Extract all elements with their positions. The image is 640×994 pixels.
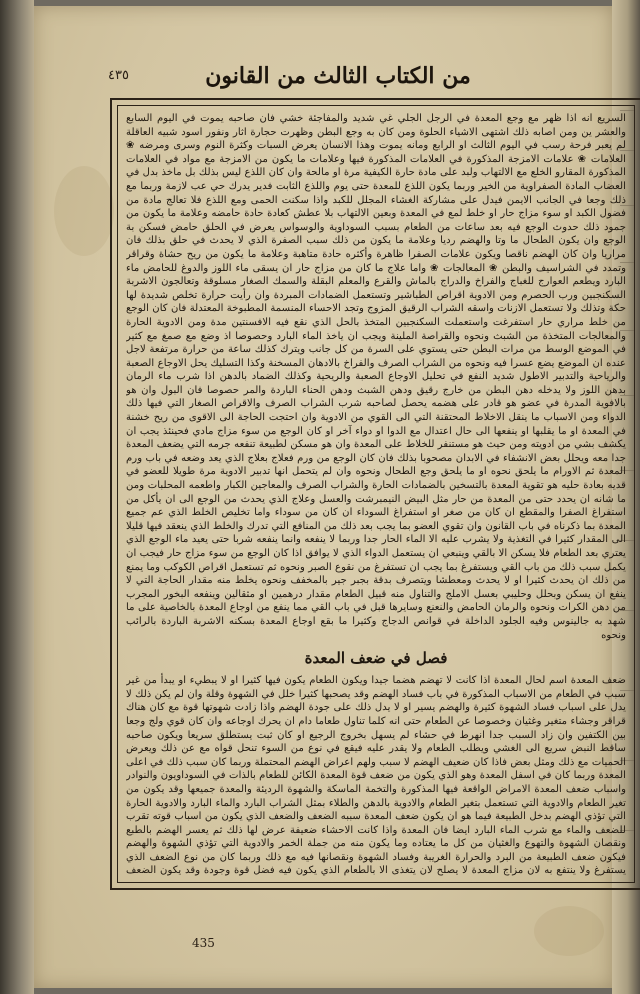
running-header [104,56,572,96]
book-page [34,6,626,988]
body-paragraph-1: السريع انه اذا ظهر مع وجع المعدة في الرجل الجلي غي شديد والمفاجئة خشي فان صاحبه يموت في اليوم السابع والعشر ين ومن اصابه ذلك اشتهى الاشياء الحلوة ومن كان به وجع البطن وظهرت حجارة اثار ونفور اسود شبيه العاقلة لم يعبر فرحة رسب في اليوم الثالث او الرابع ومانه يموت وهذا الانسان يعرض السبات وكثرة النوم وسرى ومرضه ❀ العلامات ❀ علامات الامزجة المذكورة في العلامات المذكورة فيها وعلامات ما يكون من الامزجة مع مواد في العلامات المذكورة المقارو الخلع مع الالتهاب ولبد على مادة حارة الكيفية مرة او مالحة وان كان اللذع ليس بذلك بل ماخذ بدل في العضاب المادة الصفراوية من الخير وربما يكون اللذع للمعدة حتى يوم واللذع الثابت فدير يدرك حي عب لازمة وربما مع ذلك وجعا في الجانب الايمن فيدل على مشاركة الغشاء المجلل للكبد واذا سكنت الحمى ومع اللذع فلا تعالج مادة من فضول الكبد او سوء مزاج حار او خلط لمع في المعدة وبعين الالتهاب بلا عطش كعادة حادة حامضه وعلامة ما يكون من جمود ذلك حدوث الوجع فيه بعد ساعات من الطعام بسبب السوداوية والوسواس يعرض في الحلق حامض فسكن بة الوجع وان يكون الطحال ما وتا والهضم رديا وعلامة ما يكون من ذلك سبب الصفرة الذي لا يحدث في حلق بذلك فان مراريا وان كان الهضم ناقصا ويكون علامات الصفرا ظاهرة وأكثره حادة متاهبة وعلامة ما يكون من ريح حشاة وقراقر وتمدد في الشراسيف والبطن ❀ المعالجات ❀ واما علاج ما كان من مزاج حار ان يسقى ماء اللوز والدوغ للحامض ماء البارد ويطعم العوارج للغباج والفراخ والدراج بالماش والقرع والمعلم البقلة والسمك الصغار مسلوقة وتعالجون الاشربة السكنجبين ورب الحصرم ومن الادوية اقراص الطباشير وتستعمل الضمادات المبردة وان رأيت حرارة تخلص شديدة لها حكة وتذلك ولا تستعمل الازنات واسقه الشراب الرقيق المزوج وتجد الاحساء المنسمة المطبوخة المعتدلة فان كان الوجع من خلط مراري حار استفرغت واستعملت السكنجبين المتخذ بالحل الذي نقع فيه الافسنتين مدة ومن الادوية الحارة والمعالجات المتخذة من الشبث ونحوه والقراصة الملينة ويجب ان ياخذ الماء البارد وحصوصا اذ وضع مع صمغ مع كثير في الموضع الوسط من مرات البطن حتى يستوي على السرة من كل جانب ويترك كذلك ساعة من حرارة مرتفعة لاجل عنده ان الموضع يضع عسرا فيه ونحوه من الشراب الصرف والفراخ بالادهان المسخنة وكذا التسليك يحل الاوجاع الصعبة والرياحية والتدبير الاطول شديد النفع في تحليل الاوجاع الصعبة والريحية وكذلك الضماد بالدهن اذا شرب ماء الرمان بدهن اللوز ولا يدخله دهن البطن من خارج رقيق ودهن الشبث ودهن الحناء الباردة والمر حصوصا فان البول وان هو بالافوية المدرة في عضو هو قادر على هضمه يحصل لصاحبه شرب الشراب الصرف والاقراص الصغار التي فيها ذلك الدواء ومن الاسباب ما ينقل الاخلاط المحتقنة التي الى القوي من الادوية وان احتجت الحاجة الى الاقوى من ريح خشنة في المعدة او ما يقلبها او ينفعها الى حال اعتدال مع الدوا او دواء آخر او كان الوجع من سوء مزاج مادي فحينئذ يجب ان يكشف بشي من ادويته ومن حيث هو مستنفر للخلاط على المعدة وان هو مسكن لطبيعة تنفعه جرمه التي يضعف المعدة جدا معه ويحلل بعض الانشفاء في الابدان مصحوبا بذلك فان كان الوجع من ورم فعلاج بعلاج الذي يعد وضعه في باب ورم المعدة ثم الاورام ما يلحق نحوه او ما يلحق وجع الطحال ونحوه وان لم يتحمل انها تدبير الادوية مرة طويلا للعضو في قديه بعادة حليه هو تقوية المعدة بالتسخين بالضمادات الحارة والشراب الصرف والمعاجين الكبار واطعمه المحلبات ومن ما شانه ان يحدد حتى من المعدة من حار مثل البيض النيمبرشت والعسل وعلاج الذي يحدث من الوجع الى ان يأكل من استفراغ الصفرا والمقطع ان كان من صغر او استفراغ السوداء ان كان من سوداء واما تخليص الخلط الذي عم جميع المعدة بما ذكرناه في باب القانون وان تقوي العضو بما يجب بعد ذلك من المنافع التي تدرك والخلط الذي ينعقد فيها قليلا الى المقدار كثيرا في التغذية ولا يشرب عليه الا الماء الحار جدا وربما لا ينفعه وانما ينفعه شربا حتى يعيد ماء الوجع الذي يعتري بعد الطعام فلا يسكن الا بالقي وينبعي ان يستعمل الدواء الذي لا يوافق اذا كان الوجع من سوء مزاج حار فيجب ان يكمل سبب ذلك من باب القي ويستفرغ بما يجب ان تستفرغ من نقوع الصبر ونحوه ثم تستعمل اقراص الكوكب وما يمنع من ذلك ان يحدث كثيرا او لا يحدث ومعطشا ويتصرف بدقة بجبر جير بالمخفف ونحوه يخلط منه مقدار الحاجة التي لا ينفع ان يسكن وبحلل وحليبي بعسل الاملج والتناول منه قبيل الطعام مقدار درهمين او مثقالين وينفعه البخور المجرب من دهن الكرات ونحوه والرمان الحامض والنعنع وسايرها قبل في باب القي مما ينفع من اوجاع المعدة بالخاصية على ما شهد به جالينوس وفيه الجلود الداخلة في قوانص الدجاج وكثيرا ما بقع اوجاع المعدة بسكنه الاشربة الباردة بالرائب ونحوه [126,113,626,641]
header-page-number: ٤٣٥ [108,68,129,83]
text-frame-inner [117,105,635,883]
left-page-edge [0,0,34,994]
text-frame [110,98,640,890]
text-block [126,112,626,878]
body-paragraph-2: ضعف المعدة اسم لحال المعدة اذا كانت لا تهضم هضما جيدا ويكون الطعام يكون فيها كثيرا او لا يبطيء او يبدأ من غير سبب في الطعام من الاسباب المذكورة في باب فساد الهضم وقد يصحبها كثيرا خلل في الشهوة وقلة وان لم يكن ذلك لا يدل على اسباب فساد الشهوة كثيرة والهضم يسير او لا يدل ذلك على جودة الهضم واذا زادت شهوتها قوة مع كان هناك قراقر وجشاء متغير وغثيان وخصوصا عن الطعام حتى انه كلما تناول طعاما دام ان يحرك اوجاعه وان كان قوي ولج وجعا بين الكتفين وان زاد السبب جدا انهرط في حشاء لم يسهل بخروج الرجيع او كان ثبت يستطلق سريعا ويكون صاحبه ساقط النبض سريع الى الغشي ويطلب الطعام ولا يقدر عليه فيقع في نوع من السوء تنحل قواه مع عن ذلك ويعرض الحميات مع ذلك ومثل بعض فاذا كان ضعيف الهضم لا سبب ولهم اعراض الهضم المحتملة وربما كان سبب ذلك في اعلى المعدة وربما كان في اسفل المعدة وهو الذي يكون من ضعف قوة المعدة الكائن للطعام بالذات في السوداويون والنوادر واسباب ضعف المعدة الامراض الواقعة فيها المذكورة والتخمة الماسكة والشهوة الرديئة والمعدة جميعها وقد يكون من تغير الطعام والادوية التي تستعمل بتغير الطعام والادوية بالدهن والطلاء بمثل الشراب البارد والماء البارد والادوية الحارة التي تؤذي الهضم بدخل الطبيعة فيما هو ان يكون ضعف المعدة سببه الضعف والضعف الذي يكون من اسباب قوته تقرب للضعف والماء مع شرب الماء البارد ايضا فان المعدة واذا كانت الاحشاء ضعيفة عرض لها ذلك ثم يعسر الهضم بالطبع ونقصان الشهوة والتهوع والغثيان من كل ما يعتاده وما يكون منه من جملة الخمر والادوية التي تؤذي الشهوة والهضم فيكون ضعف الطبيعة من البرد والحرارة الغريبة وفساد الشهوة ونقصانها فيه مع ذلك وربما كان من نوع الضعف الذي يستفرغ ولا ينتفع به لان مزاج المعدة لا يصلح لان يتغذى الا بالطعام الذي يكون فيه فضل قوة وجودة وقد يكون الضعف [126,675,626,877]
header-title: من الكتاب الثالث من القانون [205,63,471,89]
section-heading: فصل في ضعف المعدة [304,649,448,668]
footer-page-number: 435 [192,936,215,950]
